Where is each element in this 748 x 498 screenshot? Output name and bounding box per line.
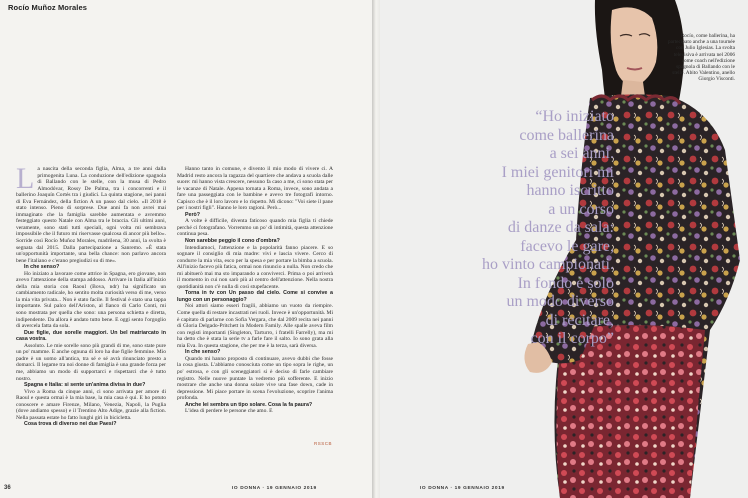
opening-paragraph: La nascita della seconda figlia, Alma, a tre anni dalla primogenita Luna. La conduzione dell'edizione spagnola di Ballando con le stelle, con la musa di Pedro Almodóvar, Rossy De Palma, tra i concorrenti e il ballerino Joaquín Cortés tra i giudici. La quinta stagione, nei panni di Eva Fernández, della fiction A un passo dal cielo. «Il 2018 è stato intenso. Pieno di sorprese. Due anni fa non avrei mai immaginato che la famiglia sarebbe aumentata e avremmo festeggiato questo Natale con Alma tra le braccia. Gli ultimi anni, veramente, sono stati tutti speciali, ogni volta mi sembrava impossibile che il futuro mi riservasse qualcosa di ancor più bello». Sorride così Rocío Muñoz Morales, madrilena, 30 anni, la svolta è segnata dal 2015. Dalla partecipazione a Sanremo. «È stata un'opportunità importante, una bella chance: non parlavo ancora bene l'italiano e c'erano pregiudizi su di me». xyxy=(16,162,166,264)
answer-paragraph: Vivo a Roma da cinque anni, ci sono arrivata per amore di Raoul e questa ormai è la mia base, la mia casa è qui. E ho potuto conoscere e amare Firenze, Milano, Venezia, Napoli, la Puglia (dove andiamo spesso) e il Trentino Alto Adige, grazie alla fiction. Nella passata estate ho fatto lunghi giri in bicicletta. xyxy=(16,388,166,421)
answer-paragraph: Ho iniziato a lavorare come attrice in Spagna, ero giovane, non avevo l'attenzione della stampa addosso. Arrivare in Italia all'inizio della mia storia con Raoul (Bova, ndr) ha significato un cambiamento radicale, ho sentito molta curiosità verso di me, verso la mia vita privata... Non è stato facile. Il festival è stato una tappa importante. Sul palco dell'Ariston, al fianco di Carlo Conti, mi sono mostrata per quella che sono: una persona schietta e diretta, indipendente. Da allora è andato tutto bene. E oggi sento l'orgoglio di avercela fatta da sola. xyxy=(16,270,166,330)
interview-question: Spagna e Italia: si sente un'anima divisa in due? xyxy=(24,382,146,389)
photo-credit: RSSCB xyxy=(314,441,333,446)
text-column-1 xyxy=(16,162,166,428)
right-page xyxy=(380,0,748,498)
interview-question: Due figlie, due sorelle maggiori. Un bel matriarcato in casa vostra. xyxy=(16,329,166,343)
drop-cap: L xyxy=(16,162,35,195)
interview-question: In che senso? xyxy=(24,264,60,271)
interview-question: Anche lei sembra un tipo solare. Cosa la fa paura? xyxy=(185,401,313,408)
answer-paragraph: Quando mi hanno proposto di continuare, avevo dubbi che fosse la cosa giusta. L'abbiamo conosciuta come un tipo sopra le righe, un po' estrosa, e con gli sceneggiatori si è deciso di farle cambiare registro. Nelle nuove puntate la vedremo più sofferente. E inizio mostrare che anche una donna solare vive una fase down, cade in depressione. Mi piace portare in scena l'evoluzione, scoprire l'anima profonda. xyxy=(177,355,333,402)
answer-paragraph: Assoluto. Le mie sorelle sono più grandi di me, sono state pure un po' mamme. E anche ognuna di loro ha due figlie femmine. Mio padre è un uomo all'antica, tra sé e sé avrà rinunciato presto a domarci. Il legame tra noi donne di famiglia è una grande forza per me, abbiamo un modo di supportarci e rispettarci che è tutto nostro. xyxy=(16,342,166,382)
right-footer: IO DONNA · 19 GENNAIO 2019 xyxy=(420,486,505,491)
pull-quote: “Ho iniziato come ballerina a sei anni. I miei genitori mi hanno iscritto a un corso di danze da sala: facevo le gare, ho vinto campionati. In fondo è solo un modo diverso di recitare, con il corpo” xyxy=(482,108,614,347)
answer-paragraph: Hanno tanto in comune, e divento il mio modo di vivere ci. A Madrid resto ancora la ragazza del quartiere che andava a scuola dalle suore: mi hanno vista crescere, nessuno fa caso a me, ci sono stata per le vacanze di Natale. Appena tornata a Roma, invece, sono andata a fare una passeggiata con le bambine e avevo tre fotografi intorno. Capisco che è il loro lavoro e lo rispetto. Mi dicono: "Voi siete il pane per i nostri figli". Hanno le loro ragioni. Però... xyxy=(177,166,333,212)
photo-caption: Rocío, come ballerina, ha partecipato anche a una tournée con Julio Iglesias. La svolta televisiva è arrivata nel 2006 come coach nell'edizione spagnola di Ballando con le stelle. Abito Valentino, anello Giorgio Visconti. xyxy=(667,33,735,83)
page-number: 36 xyxy=(4,485,11,491)
interview-question: Non sarebbe peggio il cono d'ombra? xyxy=(185,238,280,245)
interview-question: Cosa trova di diverso nei due Paesi? xyxy=(24,421,117,428)
answer-paragraph: Intendiamoci, l'attenzione e la popolarità fanno piacere. E so sognare il consiglio di mia madre: vivi e lascia vivere. Cerco di condurre la mia vita, esco per la spesa e per portare la bimba a scuola. All'inizio facevo più fatica, ormai non rinuncio a nulla. Non credo che mi abituerò mai ma sto imparando a conviverci. Prima o poi arriverà il momento in cui non sarò più al centro dell'attenzione. Nella nostra quotidianità non c'è nulla di così stupefacente. xyxy=(177,244,333,290)
interview-question: Però? xyxy=(185,211,201,218)
answer-paragraph: L'idea di perdere le persone che amo. E xyxy=(185,408,273,415)
interview-question: Torna in tv con Un passo dal cielo. Come si convive a lungo con un personaggio? xyxy=(177,290,333,303)
answer-paragraph: Noi attori siamo esseri fragili, abbiamo un vuoto da riempire. Come quella di restare incastrati nei ruoli. Invece è un'opportunità. Mi è capitato di parlarne con Sofia Vergara, che dal 2009 recita nei panni di Gloria Delgado-Pritchett in Modern Family. Alle spalle aveva film con registi importanti (Singleton, Tarturro, i fratelli Farrelly), ma mi ha detto che è stata la serie tv a farle fare il salto. Io sono grata alla mia Eva. In questa stagione, che per me è la terza, sarà diversa. xyxy=(177,303,333,349)
interview-question: In che senso? xyxy=(185,349,221,356)
answer-paragraph: A volte è difficile, diventa faticoso quando mia figlia ti chiede perché ci fotografano. Vorremmo un po' di intimità, questa attenzione continua pesa. xyxy=(177,218,333,238)
running-head: Rocío Muñoz Morales xyxy=(8,3,87,12)
left-footer: IO DONNA · 19 GENNAIO 2019 xyxy=(232,486,317,491)
text-column-2 xyxy=(177,166,333,415)
